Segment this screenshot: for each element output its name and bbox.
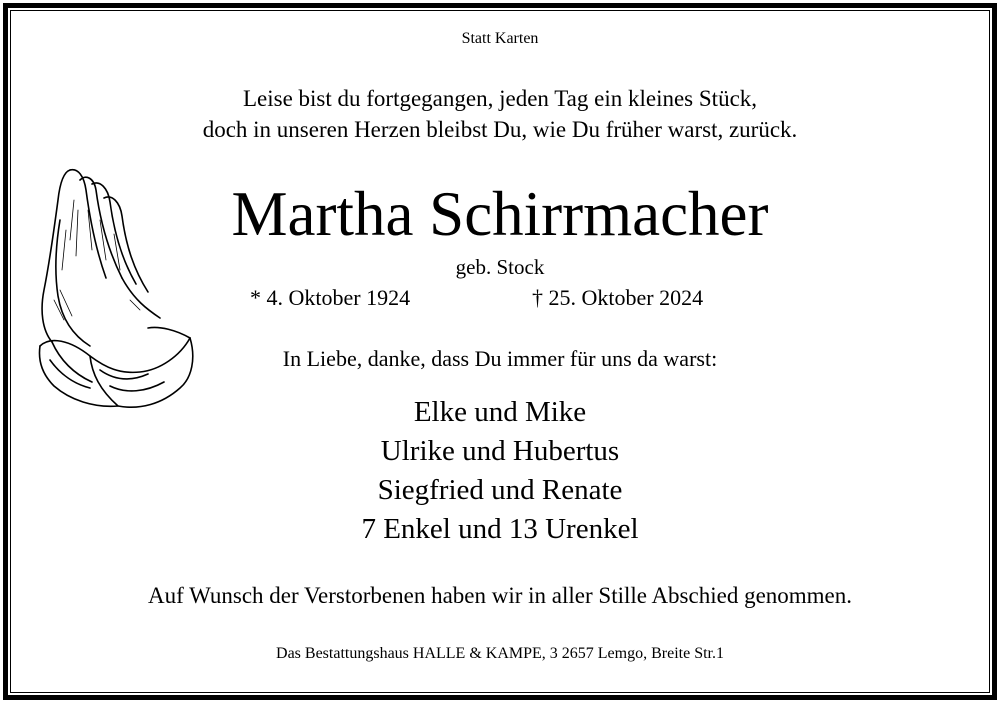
mourner-entry: Ulrike und Hubertus — [380, 435, 620, 467]
verse — [0, 83, 1000, 145]
deceased-name: Martha Schirrmacher — [231, 179, 769, 249]
funeral-home-footer: Das Bestattungshaus HALLE & KAMPE, 3 2657 Lemgo, Breite Str.1 — [276, 645, 724, 662]
birth-date: * 4. Oktober 1924 — [250, 285, 411, 310]
verse-line: doch in unseren Herzen bleibst Du, wie Du früher warst, zurück. — [202, 117, 798, 142]
mourners-list — [0, 393, 1000, 549]
thanks-line: In Liebe, danke, dass Du immer für uns da warst: — [282, 346, 718, 371]
verse-line: Leise bist du fortgegangen, jeden Tag ein kleines Stück, — [242, 86, 758, 111]
maiden-name: geb. Stock — [455, 255, 545, 279]
header-note: Statt Karten — [461, 30, 539, 47]
death-date: † 25. Oktober 2024 — [532, 285, 704, 310]
mourner-entry: 7 Enkel und 13 Urenkel — [361, 513, 639, 545]
mourner-entry: Siegfried und Renate — [377, 474, 623, 506]
farewell-note: Auf Wunsch der Verstorbenen haben wir in aller Stille Abschied genommen. — [147, 583, 853, 608]
mourner-entry: Elke und Mike — [413, 396, 587, 428]
